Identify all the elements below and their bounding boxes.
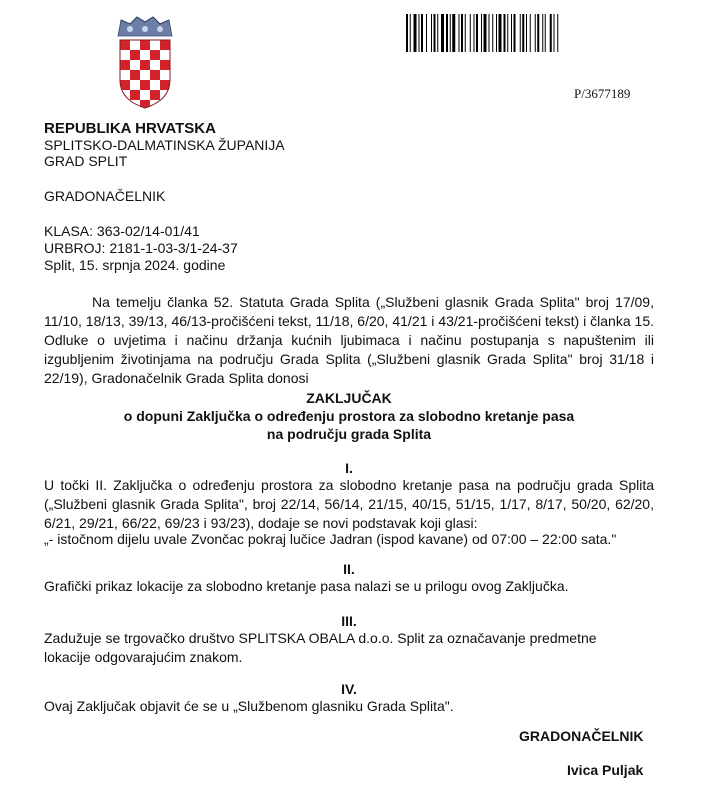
crown-icon: [118, 17, 172, 36]
header-city: GRAD SPLIT: [44, 153, 128, 169]
preamble-paragraph: [44, 293, 654, 388]
title-subheading-2: na području grada Splita: [266, 426, 432, 442]
section-number: II.: [343, 561, 355, 577]
place-date: Split, 15. srpnja 2024. godine: [44, 257, 226, 273]
urbroj: URBROJ: 2181-1-03-3/1-24-37: [44, 240, 238, 256]
barcode: [406, 14, 642, 52]
section-number: III.: [341, 613, 357, 629]
header-office: GRADONAČELNIK: [44, 188, 166, 204]
klasa: KLASA: 363-02/14-01/41: [44, 223, 200, 239]
section-text: U točki II. Zaključka o određenju prostora za slobodno kretanje pasa na području grada Splita („Službeni glasnik Grada Splita", broj 22/14, 56/14, 21/15, 40/15, 51/15, 1/17, 8/17, 50/20, 62/20, 6/21, 29/21, 66/22, 69/23 i 93/23), dodaje se novi podstavak koji glasi:: [44, 477, 654, 531]
preamble-text: Na temelju članka 52. Statuta Grada Splita („Službeni glasnik Grada Splita" broj 17/09, 11/10, 18/13, 39/13, 46/13-pročišćeni tekst, 11/18, 6/20, 41/21 i 43/21-pročišćeni tekst) i članka 15. Odluke o uvjetima i načinu držanja kućnih ljubimaca i načinu postupanja s napuštenim ili izgubljenim životinjama na području Grada Splita („Službeni glasnik Grada Splita" broj 31/18 i 22/19), Gradonačelnik Grada Splita donosi: [44, 294, 654, 386]
header-county: SPLITSKO-DALMATINSKA ŽUPANIJA: [44, 137, 285, 153]
coat-of-arms-logo: [115, 14, 175, 110]
signature-name: Ivica Puljak: [567, 762, 644, 778]
section-text: Zadužuje se trgovačko društvo SPLITSKA OBALA d.o.o. Split za označavanje predmetne lokacije odgovarajućim znakom.: [44, 630, 597, 665]
document-number: P/3677189: [574, 86, 631, 101]
section-number: I.: [345, 460, 353, 476]
signature-title: GRADONAČELNIK: [519, 728, 644, 744]
title-heading: ZAKLJUČAK: [306, 390, 392, 406]
checkered-shield-icon: [120, 40, 170, 110]
header-country: REPUBLIKA HRVATSKA: [44, 120, 216, 137]
title-subheading: o dopuni Zaključka o određenju prostora za slobodno kretanje pasa: [123, 408, 575, 424]
section-text: Ovaj Zaključak objavit će se u „Službenom glasniku Grada Splita".: [44, 698, 454, 714]
section-number: IV.: [341, 681, 357, 697]
section-quote: „- istočnom dijelu uvale Zvončac pokraj lučice Jadran (ispod kavane) od 07:00 – 22:00 sata.": [44, 531, 617, 547]
section-text: Grafički prikaz lokacije za slobodno kretanje pasa nalazi se u prilogu ovog Zaključka.: [44, 578, 569, 594]
